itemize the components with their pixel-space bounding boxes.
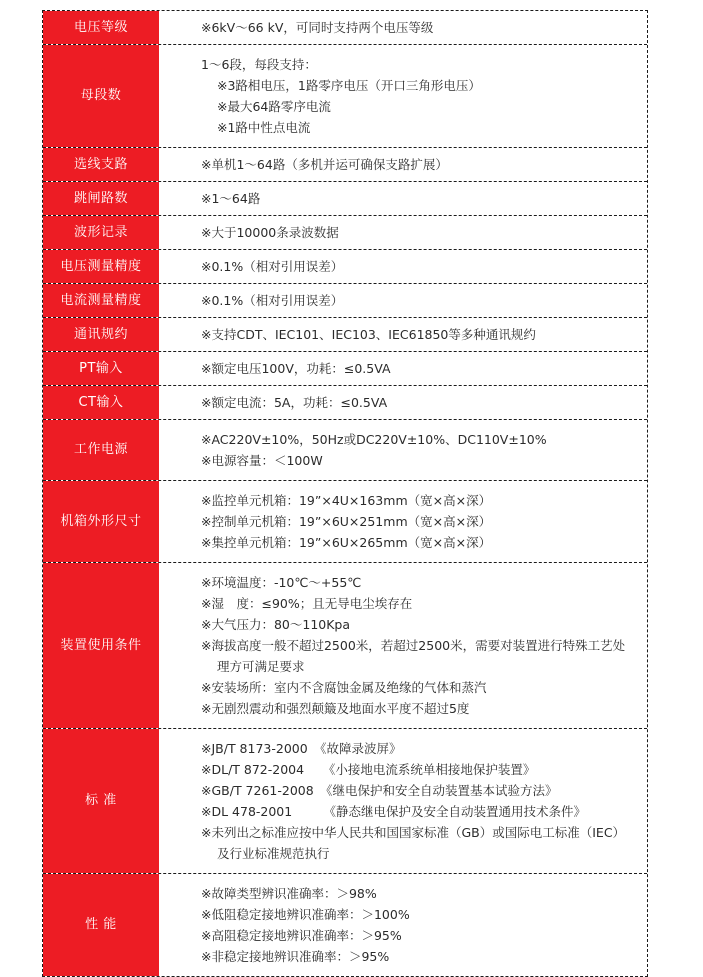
table-row bbox=[43, 729, 647, 874]
content-line: ※电源容量：＜100W bbox=[201, 453, 323, 468]
content-line: ※0.1%（相对引用误差） bbox=[201, 259, 344, 274]
content-line: ※未列出之标准应按中华人民共和国国家标准（GB）或国际电工标准（IEC）及行业标准规范执行 bbox=[201, 825, 626, 861]
row-label: 装置使用条件 bbox=[43, 563, 159, 728]
table-row bbox=[43, 563, 647, 729]
content-line: ※单机1～64路（多机并运可确保支路扩展） bbox=[201, 157, 448, 172]
row-label: 电压测量精度 bbox=[43, 250, 159, 283]
row-content bbox=[159, 318, 647, 351]
content-line: ※支持CDT、IEC101、IEC103、IEC61850等多种通讯规约 bbox=[201, 327, 536, 342]
table-row bbox=[43, 148, 647, 182]
table-row bbox=[43, 250, 647, 284]
content-line: ※1～64路 bbox=[201, 191, 261, 206]
row-content bbox=[159, 874, 647, 976]
content-line: ※非稳定接地辨识准确率：＞95% bbox=[201, 949, 390, 964]
row-label: 选线支路 bbox=[43, 148, 159, 181]
content-line: ※DL 478-2001 《静态继电保护及安全自动装置通用技术条件》 bbox=[201, 804, 586, 819]
row-content bbox=[159, 386, 647, 419]
row-content bbox=[159, 216, 647, 249]
row-label: 电压等级 bbox=[43, 11, 159, 44]
content-line: ※额定电压100V，功耗：≤0.5VA bbox=[201, 361, 391, 376]
content-line: ※大气压力：80～110Kpa bbox=[201, 617, 351, 632]
row-content bbox=[159, 420, 647, 480]
content-line: ※无剧烈震动和强烈颠簸及地面水平度不超过5度 bbox=[201, 701, 470, 716]
row-label: PT输入 bbox=[43, 352, 159, 385]
table-row bbox=[43, 352, 647, 386]
table-row bbox=[43, 182, 647, 216]
row-content bbox=[159, 148, 647, 181]
row-label: 跳闸路数 bbox=[43, 182, 159, 215]
row-content bbox=[159, 729, 647, 873]
specification-table bbox=[42, 10, 648, 977]
row-content bbox=[159, 11, 647, 44]
content-line: ※高阻稳定接地辨识准确率：＞95% bbox=[201, 928, 402, 943]
content-line: ※安装场所：室内不含腐蚀金属及绝缘的气体和蒸汽 bbox=[201, 680, 487, 695]
content-line: ※控制单元机箱：19”×6U×251mm（宽×高×深） bbox=[201, 514, 492, 529]
table-row bbox=[43, 874, 647, 976]
row-content bbox=[159, 182, 647, 215]
content-line: ※集控单元机箱：19”×6U×265mm（宽×高×深） bbox=[201, 535, 492, 550]
row-label: CT输入 bbox=[43, 386, 159, 419]
table-row bbox=[43, 420, 647, 481]
row-label: 通讯规约 bbox=[43, 318, 159, 351]
content-line: ※GB/T 7261-2008 《继电保护和安全自动装置基本试验方法》 bbox=[201, 783, 558, 798]
table-row bbox=[43, 216, 647, 250]
content-line: ※JB/T 8173-2000 《故障录波屏》 bbox=[201, 741, 402, 756]
content-line: 1～6段，每段支持： bbox=[201, 57, 317, 72]
content-line: ※海拔高度一般不超过2500米，若超过2500米，需要对装置进行特殊工艺处理方可满足要求 bbox=[201, 638, 626, 674]
content-line: ※DL/T 872-2004 《小接地电流系统单相接地保护装置》 bbox=[201, 762, 536, 777]
content-line: ※AC220V±10%，50Hz或DC220V±10%、DC110V±10% bbox=[201, 432, 547, 447]
row-label: 性 能 bbox=[43, 874, 159, 976]
row-label: 波形记录 bbox=[43, 216, 159, 249]
content-line: ※大于10000条录波数据 bbox=[201, 225, 339, 240]
content-line: ※3路相电压，1路零序电压（开口三角形电压） bbox=[217, 78, 481, 93]
content-line: ※0.1%（相对引用误差） bbox=[201, 293, 344, 308]
content-line: ※最大64路零序电流 bbox=[217, 99, 331, 114]
row-label: 工作电源 bbox=[43, 420, 159, 480]
content-line: ※监控单元机箱：19”×4U×163mm（宽×高×深） bbox=[201, 493, 492, 508]
row-label: 机箱外形尺寸 bbox=[43, 481, 159, 562]
row-content bbox=[159, 563, 647, 728]
row-label: 母段数 bbox=[43, 45, 159, 147]
content-line: ※环境温度：-10℃～+55℃ bbox=[201, 575, 362, 590]
table-row bbox=[43, 386, 647, 420]
row-label: 电流测量精度 bbox=[43, 284, 159, 317]
row-content bbox=[159, 284, 647, 317]
content-line: ※湿 度：≤90%；且无导电尘埃存在 bbox=[201, 596, 413, 611]
table-row bbox=[43, 45, 647, 148]
content-line: ※故障类型辨识准确率：＞98% bbox=[201, 886, 377, 901]
table-row bbox=[43, 284, 647, 318]
row-content bbox=[159, 481, 647, 562]
content-line: ※低阻稳定接地辨识准确率：＞100% bbox=[201, 907, 410, 922]
table-row bbox=[43, 318, 647, 352]
row-content bbox=[159, 352, 647, 385]
content-line: ※额定电流：5A，功耗：≤0.5VA bbox=[201, 395, 388, 410]
row-label: 标 准 bbox=[43, 729, 159, 873]
table-row bbox=[43, 11, 647, 45]
row-content bbox=[159, 250, 647, 283]
content-line: ※6kV～66 kV，可同时支持两个电压等级 bbox=[201, 20, 434, 35]
content-line: ※1路中性点电流 bbox=[217, 120, 311, 135]
table-row bbox=[43, 481, 647, 563]
row-content bbox=[159, 45, 647, 147]
